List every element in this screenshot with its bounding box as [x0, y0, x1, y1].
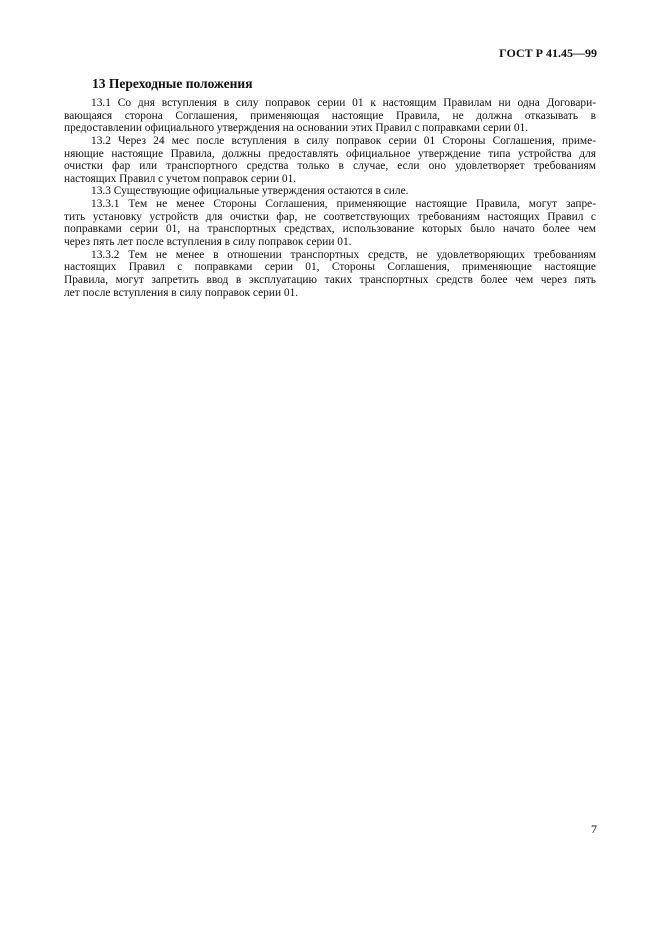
- text-line: няющие настоящие Правила, должны предоставлять официальное утверждение типа устройства для: [64, 147, 596, 160]
- paragraph: [64, 249, 596, 300]
- text-line: Правила, могут запретить ввод в эксплуатацию таких транспортных средств более чем через пять: [64, 273, 596, 286]
- text-line: 13.3.2 Тем не менее в отношении транспортных средств, не удовлетворяющих требованиям: [91, 248, 596, 261]
- text-line: 13.2 Через 24 мес после вступления в силу поправок серии 01 Стороны Соглашения, приме-: [91, 134, 596, 147]
- section-heading: 13 Переходные положения: [92, 76, 253, 91]
- text-line: поправками серии 01, на транспортных средствах, использование которых было начато более чем: [64, 223, 596, 236]
- text-line: через пять лет после вступления в силу поправок серии 01.: [64, 236, 352, 249]
- text-line: 13.3.1 Тем не менее Стороны Соглашения, применяющие настоящие Правила, могут запре-: [91, 198, 596, 211]
- document-body: [64, 97, 596, 299]
- paragraph: [64, 135, 596, 186]
- paragraph: [64, 198, 596, 249]
- text-line: настоящих Правил с поправками серии 01, Стороны Соглашения, применяющие настоящие: [64, 261, 596, 274]
- text-line: тить установку устройств для очистки фар, не соответствующих требованиям настоящих Правил с: [64, 210, 596, 223]
- text-line: предоставлении официального утверждения на основании этих Правил с поправками серии 01.: [64, 122, 529, 135]
- text-line: 13.3 Существующие официальные утверждения остаются в силе.: [91, 185, 409, 198]
- text-line: 13.1 Со дня вступления в силу поправок серии 01 к настоящим Правилам ни одна Договари-: [91, 97, 596, 109]
- text-line: вающаяся сторона Соглашения, применяющая настоящие Правила, не должна отказывать в: [64, 109, 596, 122]
- paragraph: [64, 97, 596, 135]
- text-line: лет после вступления в силу поправок серии 01.: [64, 286, 299, 299]
- page-number: 7: [591, 822, 597, 836]
- text-line: настоящих Правил с учетом поправок серии 01.: [64, 172, 297, 185]
- text-line: очистки фар или транспортного средства только в случае, если оно удовлетворяет требованиям: [64, 160, 596, 173]
- paragraph: [64, 185, 596, 198]
- document-header: ГОСТ Р 41.45—99: [499, 46, 597, 60]
